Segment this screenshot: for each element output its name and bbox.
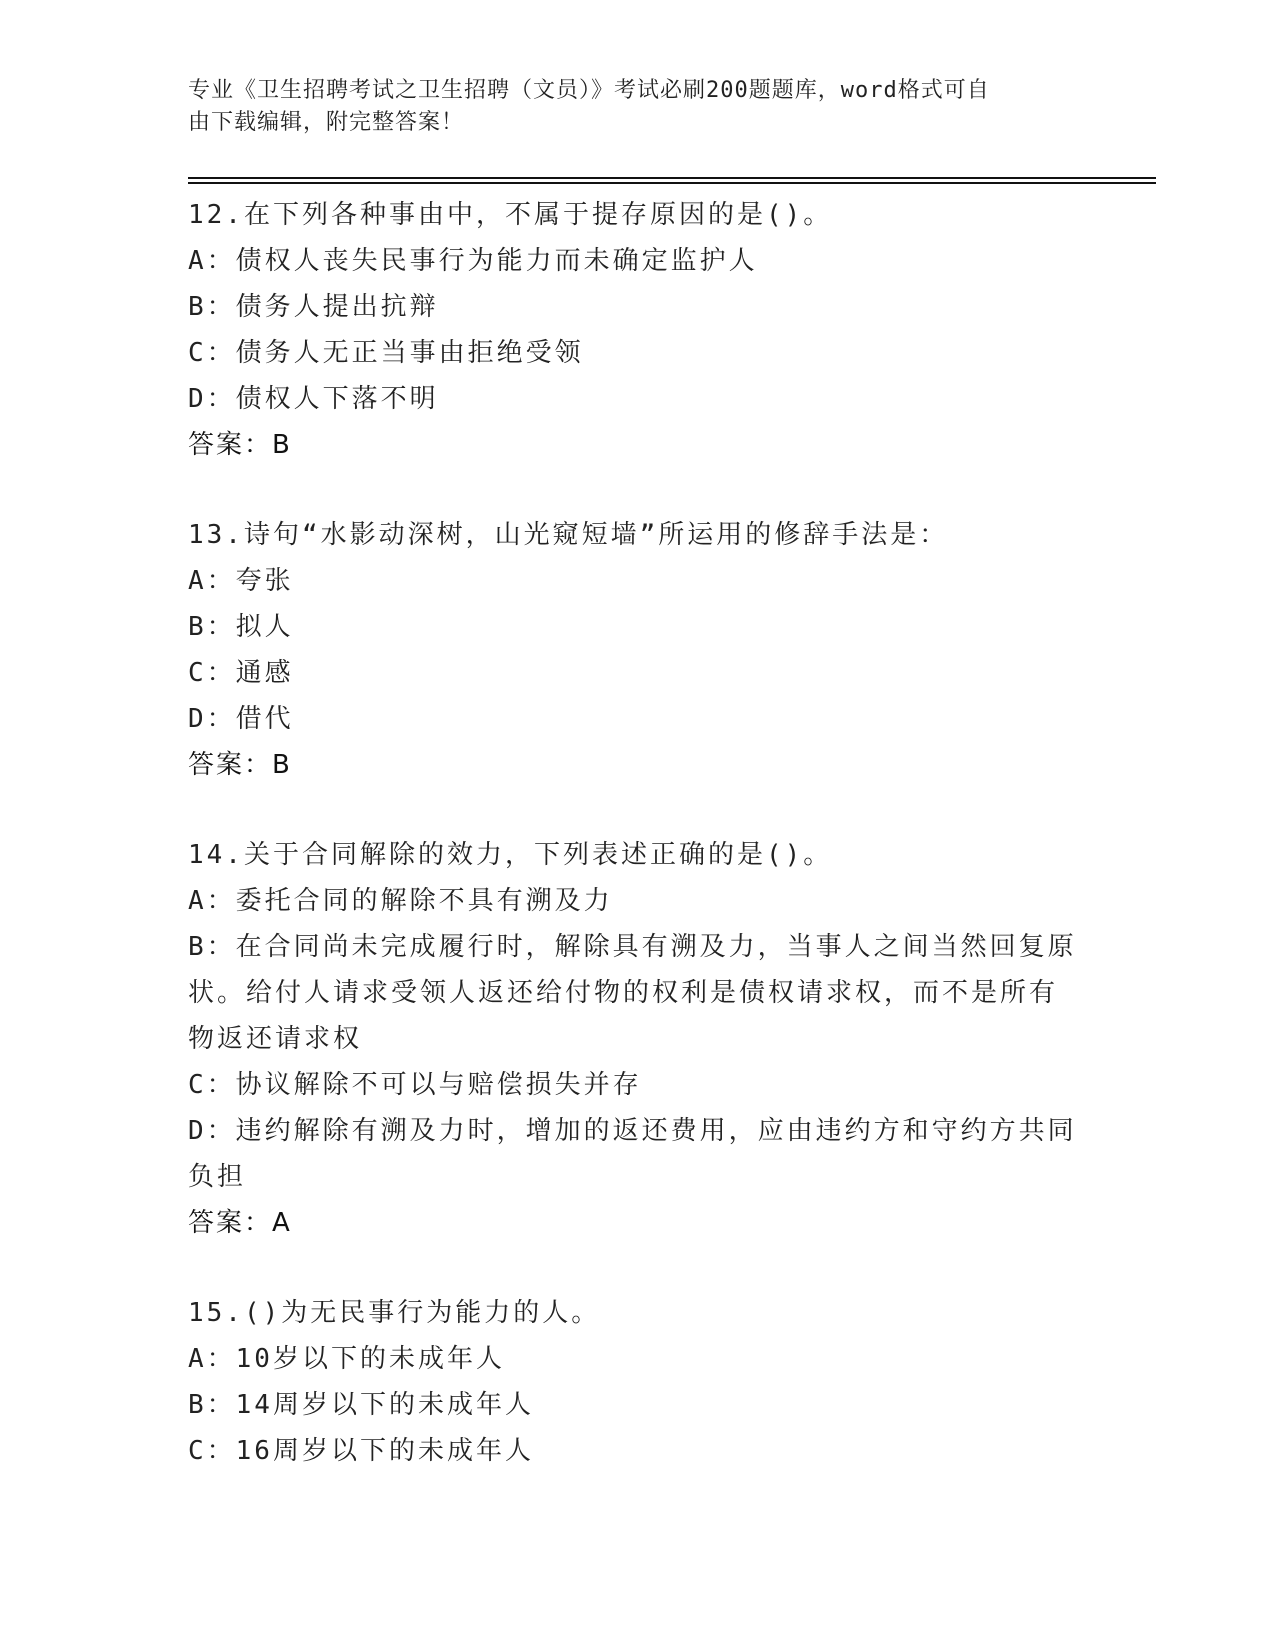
question-stem: 14.关于合同解除的效力，下列表述正确的是()。 bbox=[188, 840, 833, 870]
document-header bbox=[188, 75, 1088, 139]
answer-option: C：协议解除不可以与赔偿损失并存 bbox=[188, 1070, 642, 1100]
answer-option: B：债务人提出抗辩 bbox=[188, 292, 439, 322]
question-list bbox=[188, 192, 1088, 1518]
answer-option: C：债务人无正当事由拒绝受领 bbox=[188, 338, 584, 368]
header-line-2: 由下载编辑，附完整答案！ bbox=[188, 110, 465, 135]
question-stem: 15.()为无民事行为能力的人。 bbox=[188, 1298, 601, 1328]
answer-option: A：10岁以下的未成年人 bbox=[188, 1344, 505, 1374]
header-divider-bottom bbox=[188, 182, 1156, 184]
answer-option: B：14周岁以下的未成年人 bbox=[188, 1390, 534, 1420]
answer-option: C：通感 bbox=[188, 658, 294, 688]
header-divider-top bbox=[188, 177, 1156, 179]
answer-option: A：夸张 bbox=[188, 566, 294, 596]
answer-option: 负担 bbox=[188, 1162, 247, 1192]
question-stem: 12.在下列各种事由中，不属于提存原因的是()。 bbox=[188, 200, 833, 230]
answer-option: B：拟人 bbox=[188, 612, 294, 642]
answer-option: A：债权人丧失民事行为能力而未确定监护人 bbox=[188, 246, 758, 276]
question-stem: 13.诗句“水影动深树，山光窥短墙”所运用的修辞手法是： bbox=[188, 520, 949, 550]
question-block bbox=[188, 512, 1088, 788]
answer-option: C：16周岁以下的未成年人 bbox=[188, 1436, 534, 1466]
answer-option: D：债权人下落不明 bbox=[188, 384, 439, 414]
answer-key: 答案：B bbox=[188, 430, 292, 460]
header-line-1: 专业《卫生招聘考试之卫生招聘（文员）》考试必刷200题题库，word格式可自 bbox=[188, 78, 990, 103]
question-block bbox=[188, 832, 1088, 1246]
answer-option: 物返还请求权 bbox=[188, 1024, 363, 1054]
answer-key: 答案：A bbox=[188, 1208, 292, 1238]
question-block bbox=[188, 192, 1088, 468]
answer-option: D：违约解除有溯及力时，增加的返还费用，应由违约方和守约方共同 bbox=[188, 1116, 1077, 1146]
answer-key: 答案：B bbox=[188, 750, 292, 780]
question-block bbox=[188, 1290, 1088, 1474]
answer-option: 状。给付人请求受领人返还给付物的权利是债权请求权，而不是所有 bbox=[188, 978, 1059, 1008]
answer-option: B：在合同尚未完成履行时，解除具有溯及力，当事人之间当然回复原 bbox=[188, 932, 1077, 962]
answer-option: D：借代 bbox=[188, 704, 294, 734]
answer-option: A：委托合同的解除不具有溯及力 bbox=[188, 886, 613, 916]
